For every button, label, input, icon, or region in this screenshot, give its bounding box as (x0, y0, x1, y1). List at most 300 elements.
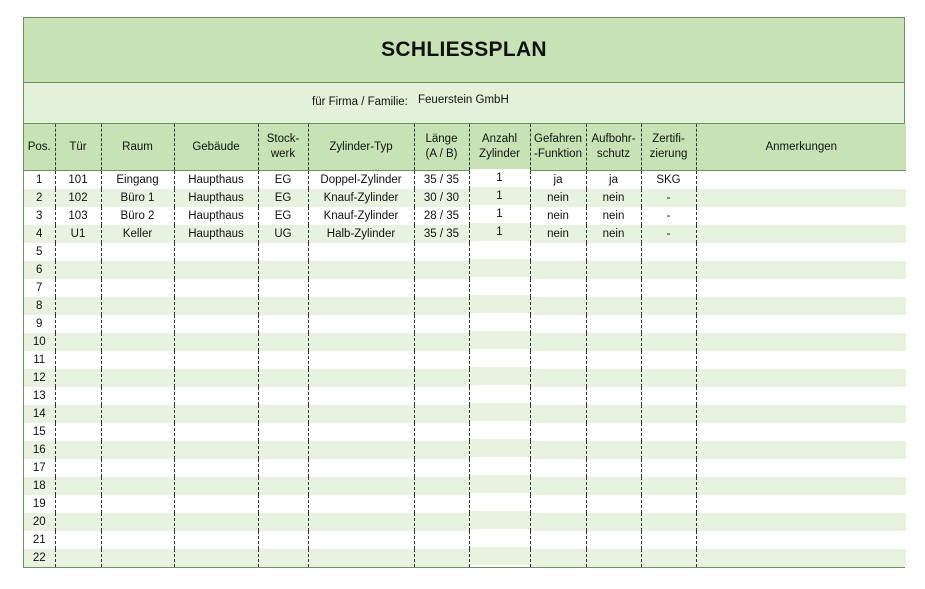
cell-raum[interactable] (101, 243, 174, 261)
table-row (24, 243, 906, 261)
cell-tuer[interactable]: U1 (55, 225, 101, 243)
cell-tuer[interactable] (55, 405, 101, 423)
cell-aufbohrschutz[interactable] (586, 333, 641, 351)
cell-pos: 4 (24, 225, 55, 243)
cell-raum[interactable] (101, 477, 174, 495)
cell-pos: 20 (24, 513, 55, 531)
cell-aufbohrschutz[interactable] (586, 459, 641, 477)
cell-anmerkungen[interactable] (696, 207, 906, 225)
cell-raum[interactable] (101, 441, 174, 459)
table-body (24, 171, 906, 568)
cell-anzahl-zylinder[interactable] (469, 349, 530, 367)
cell-zylinder-typ[interactable]: Knauf-Zylinder (308, 207, 414, 225)
cell-zylinder-typ[interactable] (308, 243, 414, 261)
cell-anzahl-zylinder[interactable]: 1 (469, 205, 530, 223)
table-row (24, 333, 906, 351)
cell-zertifizierung[interactable]: - (641, 225, 696, 243)
cell-anzahl-zylinder[interactable]: 1 (469, 169, 530, 188)
cell-stockwerk[interactable] (258, 297, 308, 315)
column-header-gefahren-funktion (530, 124, 586, 171)
cell-anzahl-zylinder[interactable] (469, 493, 530, 511)
cell-laenge[interactable]: 35 / 35 (414, 225, 469, 243)
cell-pos: 7 (24, 279, 55, 297)
cell-raum[interactable] (101, 333, 174, 351)
firm-label: für Firma / Familie: (312, 96, 408, 108)
cell-zertifizierung[interactable] (641, 477, 696, 495)
cell-stockwerk[interactable] (258, 423, 308, 441)
cell-laenge[interactable]: 35 / 35 (414, 171, 469, 190)
cell-gefahren-funktion[interactable] (530, 495, 586, 513)
cell-laenge[interactable] (414, 243, 469, 261)
cell-raum[interactable] (101, 351, 174, 369)
cell-aufbohrschutz[interactable] (586, 405, 641, 423)
cell-laenge[interactable] (414, 423, 469, 441)
cell-anmerkungen[interactable] (696, 459, 906, 477)
cell-anzahl-zylinder[interactable] (469, 367, 530, 385)
cell-zertifizierung[interactable] (641, 333, 696, 351)
cell-gebaeude[interactable] (174, 279, 258, 297)
cell-gebaeude[interactable] (174, 297, 258, 315)
cell-aufbohrschutz[interactable] (586, 351, 641, 369)
column-header-text: Zylinder (479, 148, 520, 160)
cell-zertifizierung[interactable] (641, 513, 696, 531)
column-header-text: werk (270, 148, 296, 160)
cell-anmerkungen[interactable] (696, 297, 906, 315)
cell-zertifizierung[interactable] (641, 369, 696, 387)
table-row (24, 531, 906, 549)
cell-tuer[interactable] (55, 423, 101, 441)
cell-pos: 9 (24, 315, 55, 333)
cell-laenge[interactable] (414, 387, 469, 405)
cell-raum[interactable] (101, 297, 174, 315)
cell-tuer[interactable] (55, 297, 101, 315)
cell-zylinder-typ[interactable]: Doppel-Zylinder (308, 171, 414, 190)
cell-gebaeude[interactable] (174, 405, 258, 423)
cell-raum[interactable] (101, 459, 174, 477)
cell-pos: 12 (24, 369, 55, 387)
cell-raum[interactable]: Büro 1 (101, 189, 174, 207)
cell-gebaeude[interactable] (174, 477, 258, 495)
cell-pos: 13 (24, 387, 55, 405)
cell-stockwerk[interactable] (258, 477, 308, 495)
cell-gebaeude[interactable] (174, 261, 258, 279)
cell-zylinder-typ[interactable] (308, 387, 414, 405)
cell-anmerkungen[interactable] (696, 261, 906, 279)
cell-stockwerk[interactable] (258, 369, 308, 387)
table-row (24, 351, 906, 369)
cell-gefahren-funktion[interactable] (530, 405, 586, 423)
cell-gefahren-funktion[interactable] (530, 423, 586, 441)
cell-pos: 14 (24, 405, 55, 423)
cell-zertifizierung[interactable] (641, 297, 696, 315)
cell-tuer[interactable] (55, 243, 101, 261)
cell-gefahren-funktion[interactable] (530, 441, 586, 459)
cell-raum[interactable] (101, 423, 174, 441)
cell-laenge[interactable] (414, 531, 469, 549)
cell-laenge[interactable] (414, 315, 469, 333)
cell-gefahren-funktion[interactable]: nein (530, 207, 586, 225)
cell-anzahl-zylinder[interactable] (469, 403, 530, 421)
cell-zylinder-typ[interactable] (308, 297, 414, 315)
cell-anzahl-zylinder[interactable] (469, 259, 530, 277)
cell-aufbohrschutz[interactable] (586, 423, 641, 441)
cell-gefahren-funktion[interactable] (530, 297, 586, 315)
cell-laenge[interactable] (414, 513, 469, 531)
cell-anmerkungen[interactable] (696, 531, 906, 549)
cell-tuer[interactable]: 102 (55, 189, 101, 207)
cell-tuer[interactable] (55, 279, 101, 297)
cell-zertifizierung[interactable] (641, 351, 696, 369)
cell-laenge[interactable] (414, 459, 469, 477)
cell-aufbohrschutz[interactable] (586, 369, 641, 387)
column-header-text: Anmerkungen (765, 140, 838, 153)
cell-tuer[interactable] (55, 369, 101, 387)
cell-stockwerk[interactable] (258, 495, 308, 513)
cell-gefahren-funktion[interactable] (530, 261, 586, 279)
cell-zylinder-typ[interactable]: Knauf-Zylinder (308, 189, 414, 207)
cell-zylinder-typ[interactable] (308, 333, 414, 351)
cell-anmerkungen[interactable] (696, 171, 906, 190)
cell-gebaeude[interactable] (174, 423, 258, 441)
cell-pos: 2 (24, 189, 55, 207)
cell-aufbohrschutz[interactable]: nein (586, 189, 641, 207)
cell-anzahl-zylinder[interactable] (469, 439, 530, 457)
cell-gebaeude[interactable] (174, 531, 258, 549)
cell-anzahl-zylinder[interactable] (469, 385, 530, 403)
cell-anzahl-zylinder[interactable]: 1 (469, 223, 530, 241)
cell-tuer[interactable] (55, 333, 101, 351)
cell-stockwerk[interactable]: EG (258, 207, 308, 225)
cell-tuer[interactable] (55, 387, 101, 405)
cell-stockwerk[interactable] (258, 405, 308, 423)
cell-gefahren-funktion[interactable] (530, 243, 586, 261)
cell-laenge[interactable] (414, 333, 469, 351)
cell-gebaeude[interactable] (174, 315, 258, 333)
cell-zertifizierung[interactable] (641, 243, 696, 261)
cell-stockwerk[interactable] (258, 333, 308, 351)
cell-gefahren-funktion[interactable]: nein (530, 189, 586, 207)
cell-raum[interactable] (101, 405, 174, 423)
cell-zylinder-typ[interactable] (308, 405, 414, 423)
column-header-laenge (414, 124, 469, 171)
cell-gefahren-funktion[interactable] (530, 549, 586, 567)
cell-gebaeude[interactable] (174, 513, 258, 531)
cell-tuer[interactable] (55, 531, 101, 549)
cell-laenge[interactable]: 28 / 35 (414, 207, 469, 225)
cell-raum[interactable] (101, 549, 174, 567)
cell-zylinder-typ[interactable] (308, 459, 414, 477)
cell-anmerkungen[interactable] (696, 333, 906, 351)
cell-anmerkungen[interactable] (696, 225, 906, 243)
cell-gefahren-funktion[interactable] (530, 279, 586, 297)
cell-zertifizierung[interactable] (641, 387, 696, 405)
column-header-gebaeude (174, 124, 258, 171)
cell-tuer[interactable] (55, 315, 101, 333)
column-header-text: (A / B) (425, 148, 458, 160)
cell-tuer[interactable] (55, 441, 101, 459)
table-row (24, 207, 906, 225)
cell-aufbohrschutz[interactable] (586, 261, 641, 279)
cell-pos: 22 (24, 549, 55, 567)
cell-gebaeude[interactable] (174, 351, 258, 369)
cell-stockwerk[interactable] (258, 387, 308, 405)
cell-anmerkungen[interactable] (696, 369, 906, 387)
cell-raum[interactable] (101, 315, 174, 333)
cell-gebaeude[interactable]: Haupthaus (174, 207, 258, 225)
cell-aufbohrschutz[interactable] (586, 477, 641, 495)
cell-anzahl-zylinder[interactable] (469, 529, 530, 547)
cell-aufbohrschutz[interactable] (586, 531, 641, 549)
table-row (24, 315, 906, 333)
cell-aufbohrschutz[interactable] (586, 279, 641, 297)
cell-anmerkungen[interactable] (696, 549, 906, 567)
cell-pos: 10 (24, 333, 55, 351)
cell-laenge[interactable]: 30 / 30 (414, 189, 469, 207)
cell-anzahl-zylinder[interactable] (469, 277, 530, 295)
table-row (24, 261, 906, 279)
cell-gebaeude[interactable] (174, 387, 258, 405)
cell-anzahl-zylinder[interactable] (469, 547, 530, 565)
cell-stockwerk[interactable]: UG (258, 225, 308, 243)
cell-zertifizierung[interactable] (641, 495, 696, 513)
cell-anzahl-zylinder[interactable] (469, 457, 530, 475)
cell-anmerkungen[interactable] (696, 405, 906, 423)
cell-laenge[interactable] (414, 279, 469, 297)
cell-zertifizierung[interactable]: SKG (641, 171, 696, 190)
cell-stockwerk[interactable] (258, 549, 308, 567)
cell-zertifizierung[interactable] (641, 459, 696, 477)
cell-aufbohrschutz[interactable] (586, 315, 641, 333)
cell-aufbohrschutz[interactable] (586, 243, 641, 261)
column-header-zertifizierung (641, 124, 696, 171)
cell-tuer[interactable] (55, 513, 101, 531)
cell-tuer[interactable]: 103 (55, 207, 101, 225)
cell-anzahl-zylinder[interactable] (469, 313, 530, 331)
cell-anmerkungen[interactable] (696, 351, 906, 369)
cell-raum[interactable]: Büro 2 (101, 207, 174, 225)
cell-pos: 18 (24, 477, 55, 495)
cell-tuer[interactable] (55, 477, 101, 495)
cell-zylinder-typ[interactable] (308, 261, 414, 279)
cell-gefahren-funktion[interactable] (530, 459, 586, 477)
cell-stockwerk[interactable] (258, 531, 308, 549)
cell-anmerkungen[interactable] (696, 513, 906, 531)
cell-gebaeude[interactable] (174, 333, 258, 351)
cell-zylinder-typ[interactable]: Halb-Zylinder (308, 225, 414, 243)
cell-stockwerk[interactable] (258, 261, 308, 279)
cell-laenge[interactable] (414, 405, 469, 423)
cell-gebaeude[interactable] (174, 243, 258, 261)
cell-pos: 17 (24, 459, 55, 477)
cell-gefahren-funktion[interactable] (530, 531, 586, 549)
cell-anzahl-zylinder[interactable] (469, 511, 530, 529)
cell-gebaeude[interactable] (174, 441, 258, 459)
cell-raum[interactable] (101, 261, 174, 279)
cell-anmerkungen[interactable] (696, 477, 906, 495)
cell-zylinder-typ[interactable] (308, 423, 414, 441)
cell-zylinder-typ[interactable] (308, 369, 414, 387)
cell-raum[interactable] (101, 279, 174, 297)
cell-stockwerk[interactable] (258, 279, 308, 297)
cell-gebaeude[interactable]: Haupthaus (174, 189, 258, 207)
cell-anzahl-zylinder[interactable]: 1 (469, 187, 530, 205)
table-row (24, 369, 906, 387)
cell-laenge[interactable] (414, 297, 469, 315)
cell-gebaeude[interactable] (174, 549, 258, 567)
cell-stockwerk[interactable] (258, 315, 308, 333)
table-row (24, 279, 906, 297)
column-header-text: Stock- (266, 133, 300, 145)
cell-aufbohrschutz[interactable]: ja (586, 171, 641, 190)
firm-bar (24, 83, 904, 124)
column-header-text: Länge (425, 133, 458, 145)
cell-tuer[interactable] (55, 261, 101, 279)
table-row (24, 297, 906, 315)
cell-gebaeude[interactable] (174, 369, 258, 387)
table-row (24, 405, 906, 423)
cell-raum[interactable] (101, 531, 174, 549)
cell-stockwerk[interactable] (258, 441, 308, 459)
cell-anmerkungen[interactable] (696, 387, 906, 405)
cell-gefahren-funktion[interactable] (530, 477, 586, 495)
cell-laenge[interactable] (414, 369, 469, 387)
cell-zertifizierung[interactable]: - (641, 189, 696, 207)
cell-aufbohrschutz[interactable] (586, 441, 641, 459)
cell-zylinder-typ[interactable] (308, 477, 414, 495)
cell-gefahren-funktion[interactable]: nein (530, 225, 586, 243)
cell-raum[interactable] (101, 387, 174, 405)
cell-zertifizierung[interactable] (641, 423, 696, 441)
cell-gefahren-funktion[interactable] (530, 513, 586, 531)
cell-anmerkungen[interactable] (696, 279, 906, 297)
cell-anmerkungen[interactable] (696, 423, 906, 441)
cell-anmerkungen[interactable] (696, 315, 906, 333)
table-row (24, 549, 906, 567)
cell-anmerkungen[interactable] (696, 441, 906, 459)
cell-zertifizierung[interactable] (641, 315, 696, 333)
table-row (24, 225, 906, 243)
cell-pos: 15 (24, 423, 55, 441)
cell-gebaeude[interactable] (174, 495, 258, 513)
cell-pos: 1 (24, 171, 55, 190)
cell-zylinder-typ[interactable] (308, 531, 414, 549)
cell-zertifizierung[interactable] (641, 531, 696, 549)
cell-pos: 11 (24, 351, 55, 369)
cell-stockwerk[interactable] (258, 351, 308, 369)
cell-tuer[interactable] (55, 351, 101, 369)
cell-zertifizierung[interactable] (641, 441, 696, 459)
column-header-text: Zertifi- (652, 133, 685, 145)
cell-pos: 16 (24, 441, 55, 459)
cell-anzahl-zylinder[interactable] (469, 295, 530, 313)
cell-anmerkungen[interactable] (696, 495, 906, 513)
cell-gefahren-funktion[interactable] (530, 333, 586, 351)
cell-raum[interactable]: Eingang (101, 171, 174, 190)
cell-aufbohrschutz[interactable] (586, 387, 641, 405)
cell-stockwerk[interactable]: EG (258, 189, 308, 207)
cell-stockwerk[interactable] (258, 459, 308, 477)
cell-aufbohrschutz[interactable]: nein (586, 207, 641, 225)
cell-zylinder-typ[interactable] (308, 351, 414, 369)
cell-laenge[interactable] (414, 495, 469, 513)
cell-zertifizierung[interactable] (641, 279, 696, 297)
column-header-text: Aufbohr- (591, 133, 636, 145)
cell-tuer[interactable] (55, 495, 101, 513)
cell-zylinder-typ[interactable] (308, 513, 414, 531)
cell-raum[interactable]: Keller (101, 225, 174, 243)
cell-zylinder-typ[interactable] (308, 441, 414, 459)
cell-gefahren-funktion[interactable]: ja (530, 171, 586, 190)
cell-aufbohrschutz[interactable] (586, 549, 641, 567)
column-header-zylinder-typ (308, 124, 414, 171)
cell-anmerkungen[interactable] (696, 189, 906, 207)
cell-zylinder-typ[interactable] (308, 549, 414, 567)
cell-aufbohrschutz[interactable] (586, 513, 641, 531)
cell-zertifizierung[interactable] (641, 261, 696, 279)
cell-raum[interactable] (101, 369, 174, 387)
schliessplan-sheet (23, 17, 905, 568)
cell-aufbohrschutz[interactable] (586, 297, 641, 315)
cell-tuer[interactable]: 101 (55, 171, 101, 190)
cell-zertifizierung[interactable]: - (641, 207, 696, 225)
cell-anmerkungen[interactable] (696, 243, 906, 261)
cell-zertifizierung[interactable] (641, 405, 696, 423)
cell-anzahl-zylinder[interactable] (469, 241, 530, 259)
cell-laenge[interactable] (414, 351, 469, 369)
cell-gebaeude[interactable]: Haupthaus (174, 171, 258, 190)
cell-raum[interactable] (101, 495, 174, 513)
column-header-tuer (55, 124, 101, 171)
cell-gefahren-funktion[interactable] (530, 351, 586, 369)
cell-zylinder-typ[interactable] (308, 495, 414, 513)
column-header-pos (24, 124, 55, 171)
cell-raum[interactable] (101, 513, 174, 531)
column-header-anzahl-zylinder (469, 124, 530, 171)
cell-laenge[interactable] (414, 477, 469, 495)
cell-laenge[interactable] (414, 441, 469, 459)
cell-gefahren-funktion[interactable] (530, 315, 586, 333)
table-row (24, 513, 906, 531)
cell-anzahl-zylinder[interactable] (469, 421, 530, 439)
cell-zylinder-typ[interactable] (308, 279, 414, 297)
table-row (24, 171, 906, 190)
cell-stockwerk[interactable]: EG (258, 171, 308, 190)
cell-gefahren-funktion[interactable] (530, 369, 586, 387)
lock-plan-table (24, 124, 906, 567)
cell-gebaeude[interactable]: Haupthaus (174, 225, 258, 243)
cell-aufbohrschutz[interactable] (586, 495, 641, 513)
cell-gefahren-funktion[interactable] (530, 387, 586, 405)
cell-anzahl-zylinder[interactable] (469, 331, 530, 349)
cell-tuer[interactable] (55, 549, 101, 567)
cell-gebaeude[interactable] (174, 459, 258, 477)
firm-value[interactable]: Feuerstein GmbH (418, 94, 509, 106)
cell-tuer[interactable] (55, 459, 101, 477)
cell-laenge[interactable] (414, 549, 469, 567)
cell-laenge[interactable] (414, 261, 469, 279)
header-row (24, 124, 906, 171)
cell-stockwerk[interactable] (258, 243, 308, 261)
cell-aufbohrschutz[interactable]: nein (586, 225, 641, 243)
column-header-text: Anzahl (481, 133, 518, 145)
table-row (24, 477, 906, 495)
cell-zertifizierung[interactable] (641, 549, 696, 567)
column-header-text: zierung (649, 148, 688, 160)
table-row (24, 495, 906, 513)
cell-anzahl-zylinder[interactable] (469, 475, 530, 493)
cell-zylinder-typ[interactable] (308, 315, 414, 333)
cell-stockwerk[interactable] (258, 513, 308, 531)
